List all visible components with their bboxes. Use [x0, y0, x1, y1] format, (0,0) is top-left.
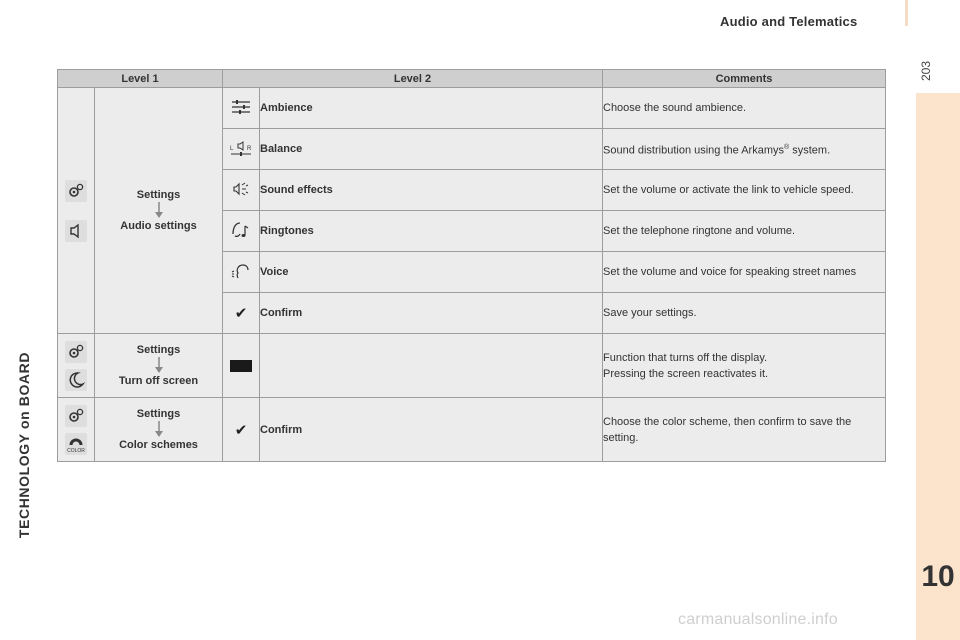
- level2-name: Ambience: [260, 88, 603, 129]
- level2-icon-cell: [223, 252, 260, 293]
- path-bottom-label: Audio settings: [120, 220, 197, 232]
- path-bottom-label: Color schemes: [119, 439, 198, 451]
- settings-gear-icon: [65, 341, 87, 363]
- level1-path-color: [95, 398, 223, 462]
- sound-effects-icon: [230, 180, 252, 198]
- table-row: [58, 398, 886, 462]
- level2-name: Confirm: [260, 398, 603, 462]
- header-comments: Comments: [603, 70, 886, 88]
- path-bottom-label: Turn off screen: [118, 375, 199, 387]
- level2-icon-cell: [223, 293, 260, 334]
- level2-icon-cell: [223, 334, 260, 398]
- comment-text: Choose the color scheme, then confirm to save the setting.: [603, 398, 886, 462]
- level2-icon-cell: [223, 88, 260, 129]
- settings-gear-icon: [65, 180, 87, 202]
- comment-pre: Sound distribution using the Arkamys: [603, 144, 784, 157]
- level2-name: Voice: [260, 252, 603, 293]
- comment-text: [603, 129, 886, 170]
- comment-text: Choose the sound ambience.: [603, 88, 886, 129]
- svg-text:L: L: [230, 145, 234, 152]
- level2-name: Confirm: [260, 293, 603, 334]
- page-number: 203: [919, 60, 933, 82]
- checkmark-icon: ✔: [234, 421, 248, 439]
- level2-icon-cell: [223, 398, 260, 462]
- level1-icons-audio: [58, 88, 95, 334]
- equalizer-sliders-icon: [230, 99, 252, 115]
- chapter-title: TECHNOLOGY on BOARD: [16, 351, 32, 539]
- comment-text: Set the volume and voice for speaking street names: [603, 252, 886, 293]
- table-header-row: [58, 70, 886, 88]
- level1-path-audio: [95, 88, 223, 334]
- balance-lr-icon: [229, 139, 253, 157]
- level1-path-screen: [95, 334, 223, 398]
- moon-icon: [65, 369, 87, 391]
- comment-text: Set the volume or activate the link to vehicle speed.: [603, 170, 886, 211]
- table-row: [58, 334, 886, 398]
- comment-line2: Pressing the screen reactivates it.: [603, 367, 769, 380]
- settings-gear-icon: [65, 405, 87, 427]
- black-screen-icon: [230, 360, 252, 372]
- comment-line1: Function that turns off the display.: [603, 351, 768, 364]
- svg-text:R: R: [247, 145, 252, 152]
- path-top-label: Settings: [136, 344, 181, 356]
- level2-name: [260, 334, 603, 398]
- menu-table: [57, 69, 886, 462]
- level2-icon-cell: [223, 170, 260, 211]
- section-title: Audio and Telematics: [720, 14, 858, 29]
- voice-head-icon: [230, 261, 252, 281]
- path-top-label: Settings: [136, 189, 181, 201]
- color-caption: COLOR: [67, 447, 85, 454]
- table-row: [58, 88, 886, 129]
- level1-icons-color: [58, 398, 95, 462]
- level2-name: Sound effects: [260, 170, 603, 211]
- comment-text: Set the telephone ringtone and volume.: [603, 211, 886, 252]
- comment-text: [603, 334, 886, 398]
- header-level1: Level 1: [58, 70, 223, 88]
- checkmark-icon: ✔: [234, 305, 248, 322]
- ringtone-note-icon: [230, 220, 252, 240]
- header-accent-rule: [905, 0, 908, 26]
- header-level2: Level 2: [223, 70, 603, 88]
- registered-mark: ®: [784, 143, 790, 151]
- down-arrow-icon: [154, 421, 164, 438]
- down-arrow-icon: [154, 202, 164, 219]
- color-palette-icon: [65, 433, 87, 455]
- speaker-icon: [65, 220, 87, 242]
- level2-name: Ringtones: [260, 211, 603, 252]
- level2-name: Balance: [260, 129, 603, 170]
- comment-text: Save your settings.: [603, 293, 886, 334]
- down-arrow-icon: [154, 357, 164, 374]
- level2-icon-cell: [223, 129, 260, 170]
- level1-icons-screen: [58, 334, 95, 398]
- path-top-label: Settings: [136, 408, 181, 420]
- chapter-number: 10: [921, 560, 955, 593]
- comment-post: system.: [789, 144, 831, 157]
- chapter-tab: [916, 93, 960, 640]
- watermark: carmanualsonline.info: [678, 611, 838, 628]
- level2-icon-cell: [223, 211, 260, 252]
